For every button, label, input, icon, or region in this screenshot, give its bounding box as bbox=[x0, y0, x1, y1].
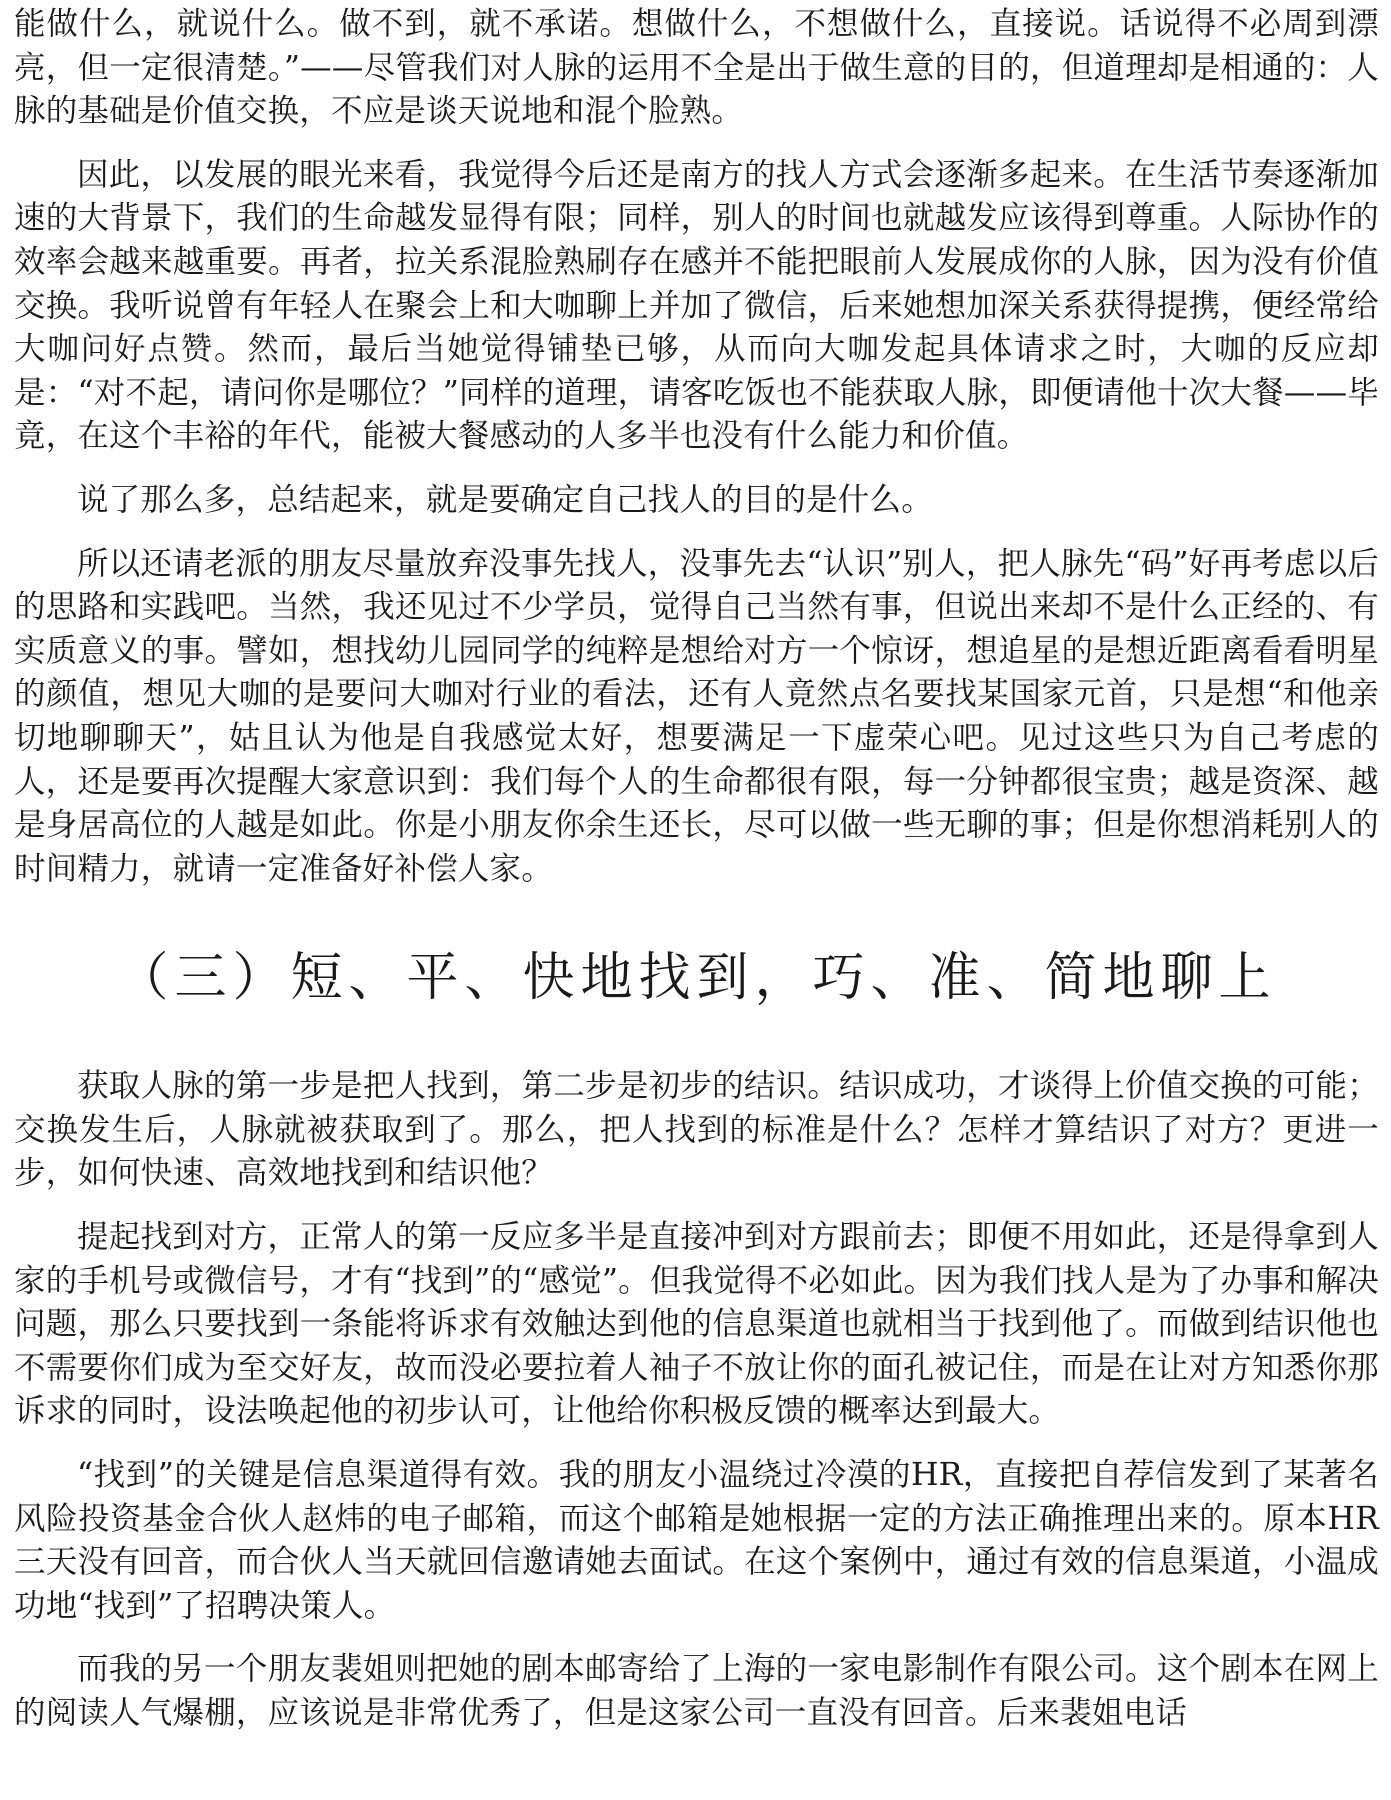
paragraph-finding: 提起找到对方，正常人的第一反应多半是直接冲到对方跟前去；即便不用如此，还是得拿到人家的手机号或微信号，才有“找到”的“感觉”。但我觉得不必如此。因为我们找人是为了办事和解决问题，那么只要找到一条能将诉求有效触达到他的信息渠道也就相当于找到他了。而做到结识他也不需要你们成为至交好友，故而没必要拉着人袖子不放让你的面孔被记住，而是在让对方知悉你那诉求的同时，设法唤起他的初步认可，让他给你积极反馈的概率达到最大。 bbox=[14, 1219, 1379, 1430]
paragraph-southern-approach: 因此，以发展的眼光来看，我觉得今后还是南方的找人方式会逐渐多起来。在生活节奏逐渐加速的大背景下，我们的生命越发显得有限；同样，别人的时间也就越发应该得到尊重。人际协作的效率会越来越重要。再者，拉关系混脸熟刷存在感并不能把眼前人发展成你的人脉，因为没有价值交换。我听说曾有年轻人在聚会上和大咖聊上并加了微信，后来她想加深关系获得提携，便经常给大咖问好点赞。然而，最后当她觉得铺垫已够，从而向大咖发起具体请求之时，大咖的反应却是：“对不起，请问你是哪位？”同样的道理，请客吃饭也不能获取人脉，即便请他十次大餐——毕竟，在这个丰裕的年代，能被大餐感动的人多半也没有什么能力和价值。 bbox=[14, 156, 1379, 455]
paragraph-first-step: 获取人脉的第一步是把人找到，第二步是初步的结识。结识成功，才谈得上价值交换的可能；交换发生后，人脉就被获取到了。那么，把人找到的标准是什么？怎样才算结识了对方？更进一步，如何快速、高效地找到和结识他？ bbox=[14, 1068, 1379, 1192]
paragraph-peijie-case: 而我的另一个朋友裴姐则把她的剧本邮寄给了上海的一家电影制作有限公司。这个剧本在网上的阅读人气爆棚，应该说是非常优秀了，但是这家公司一直没有回音。后来裴姐电话 bbox=[14, 1651, 1379, 1731]
paragraph-continuation: 能做什么，就说什么。做不到，就不承诺。想做什么，不想做什么，直接说。话说得不必周到漂亮，但一定很清楚。”——尽管我们对人脉的运用不全是出于做生意的目的，但道理却是相通的：人脉的基础是价值交换，不应是谈天说地和混个脸熟。 bbox=[14, 6, 1379, 130]
section-heading: （三）短、平、快地找到，巧、准、简地聊上 bbox=[116, 948, 1277, 1009]
document-page bbox=[14, 0, 1379, 1756]
paragraph-xiaowen-case: “找到”的关键是信息渠道得有效。我的朋友小温绕过冷漠的HR，直接把自荐信发到了某著名风险投资基金合伙人赵炜的电子邮箱，而这个邮箱是她根据一定的方法正确推理出来的。原本HR三天没有回音，而合伙人当天就回信邀请她去面试。在这个案例中，通过有效的信息渠道，小温成功地“找到”了招聘决策人。 bbox=[14, 1457, 1379, 1624]
paragraph-summary: 说了那么多，总结起来，就是要确定自己找人的目的是什么。 bbox=[77, 481, 933, 518]
paragraph-advice: 所以还请老派的朋友尽量放弃没事先找人，没事先去“认识”别人，把人脉先“码”好再考虑以后的思路和实践吧。当然，我还见过不少学员，觉得自己当然有事，但说出来却不是什么正经的、有实质意义的事。譬如，想找幼儿园同学的纯粹是想给对方一个惊讶，想追星的是想近距离看看明星的颜值，想见大咖的是要问大咖对行业的看法，还有人竟然点名要找某国家元首，只是想“和他亲切地聊聊天”，姑且认为他是自我感觉太好，想要满足一下虚荣心吧。见过这些只为自己考虑的人，还是要再次提醒大家意识到：我们每个人的生命都很有限，每一分钟都很宝贵；越是资深、越是身居高位的人越是如此。你是小朋友你余生还长，尽可以做一些无聊的事；但是你想消耗别人的时间精力，就请一定准备好补偿人家。 bbox=[14, 545, 1379, 887]
